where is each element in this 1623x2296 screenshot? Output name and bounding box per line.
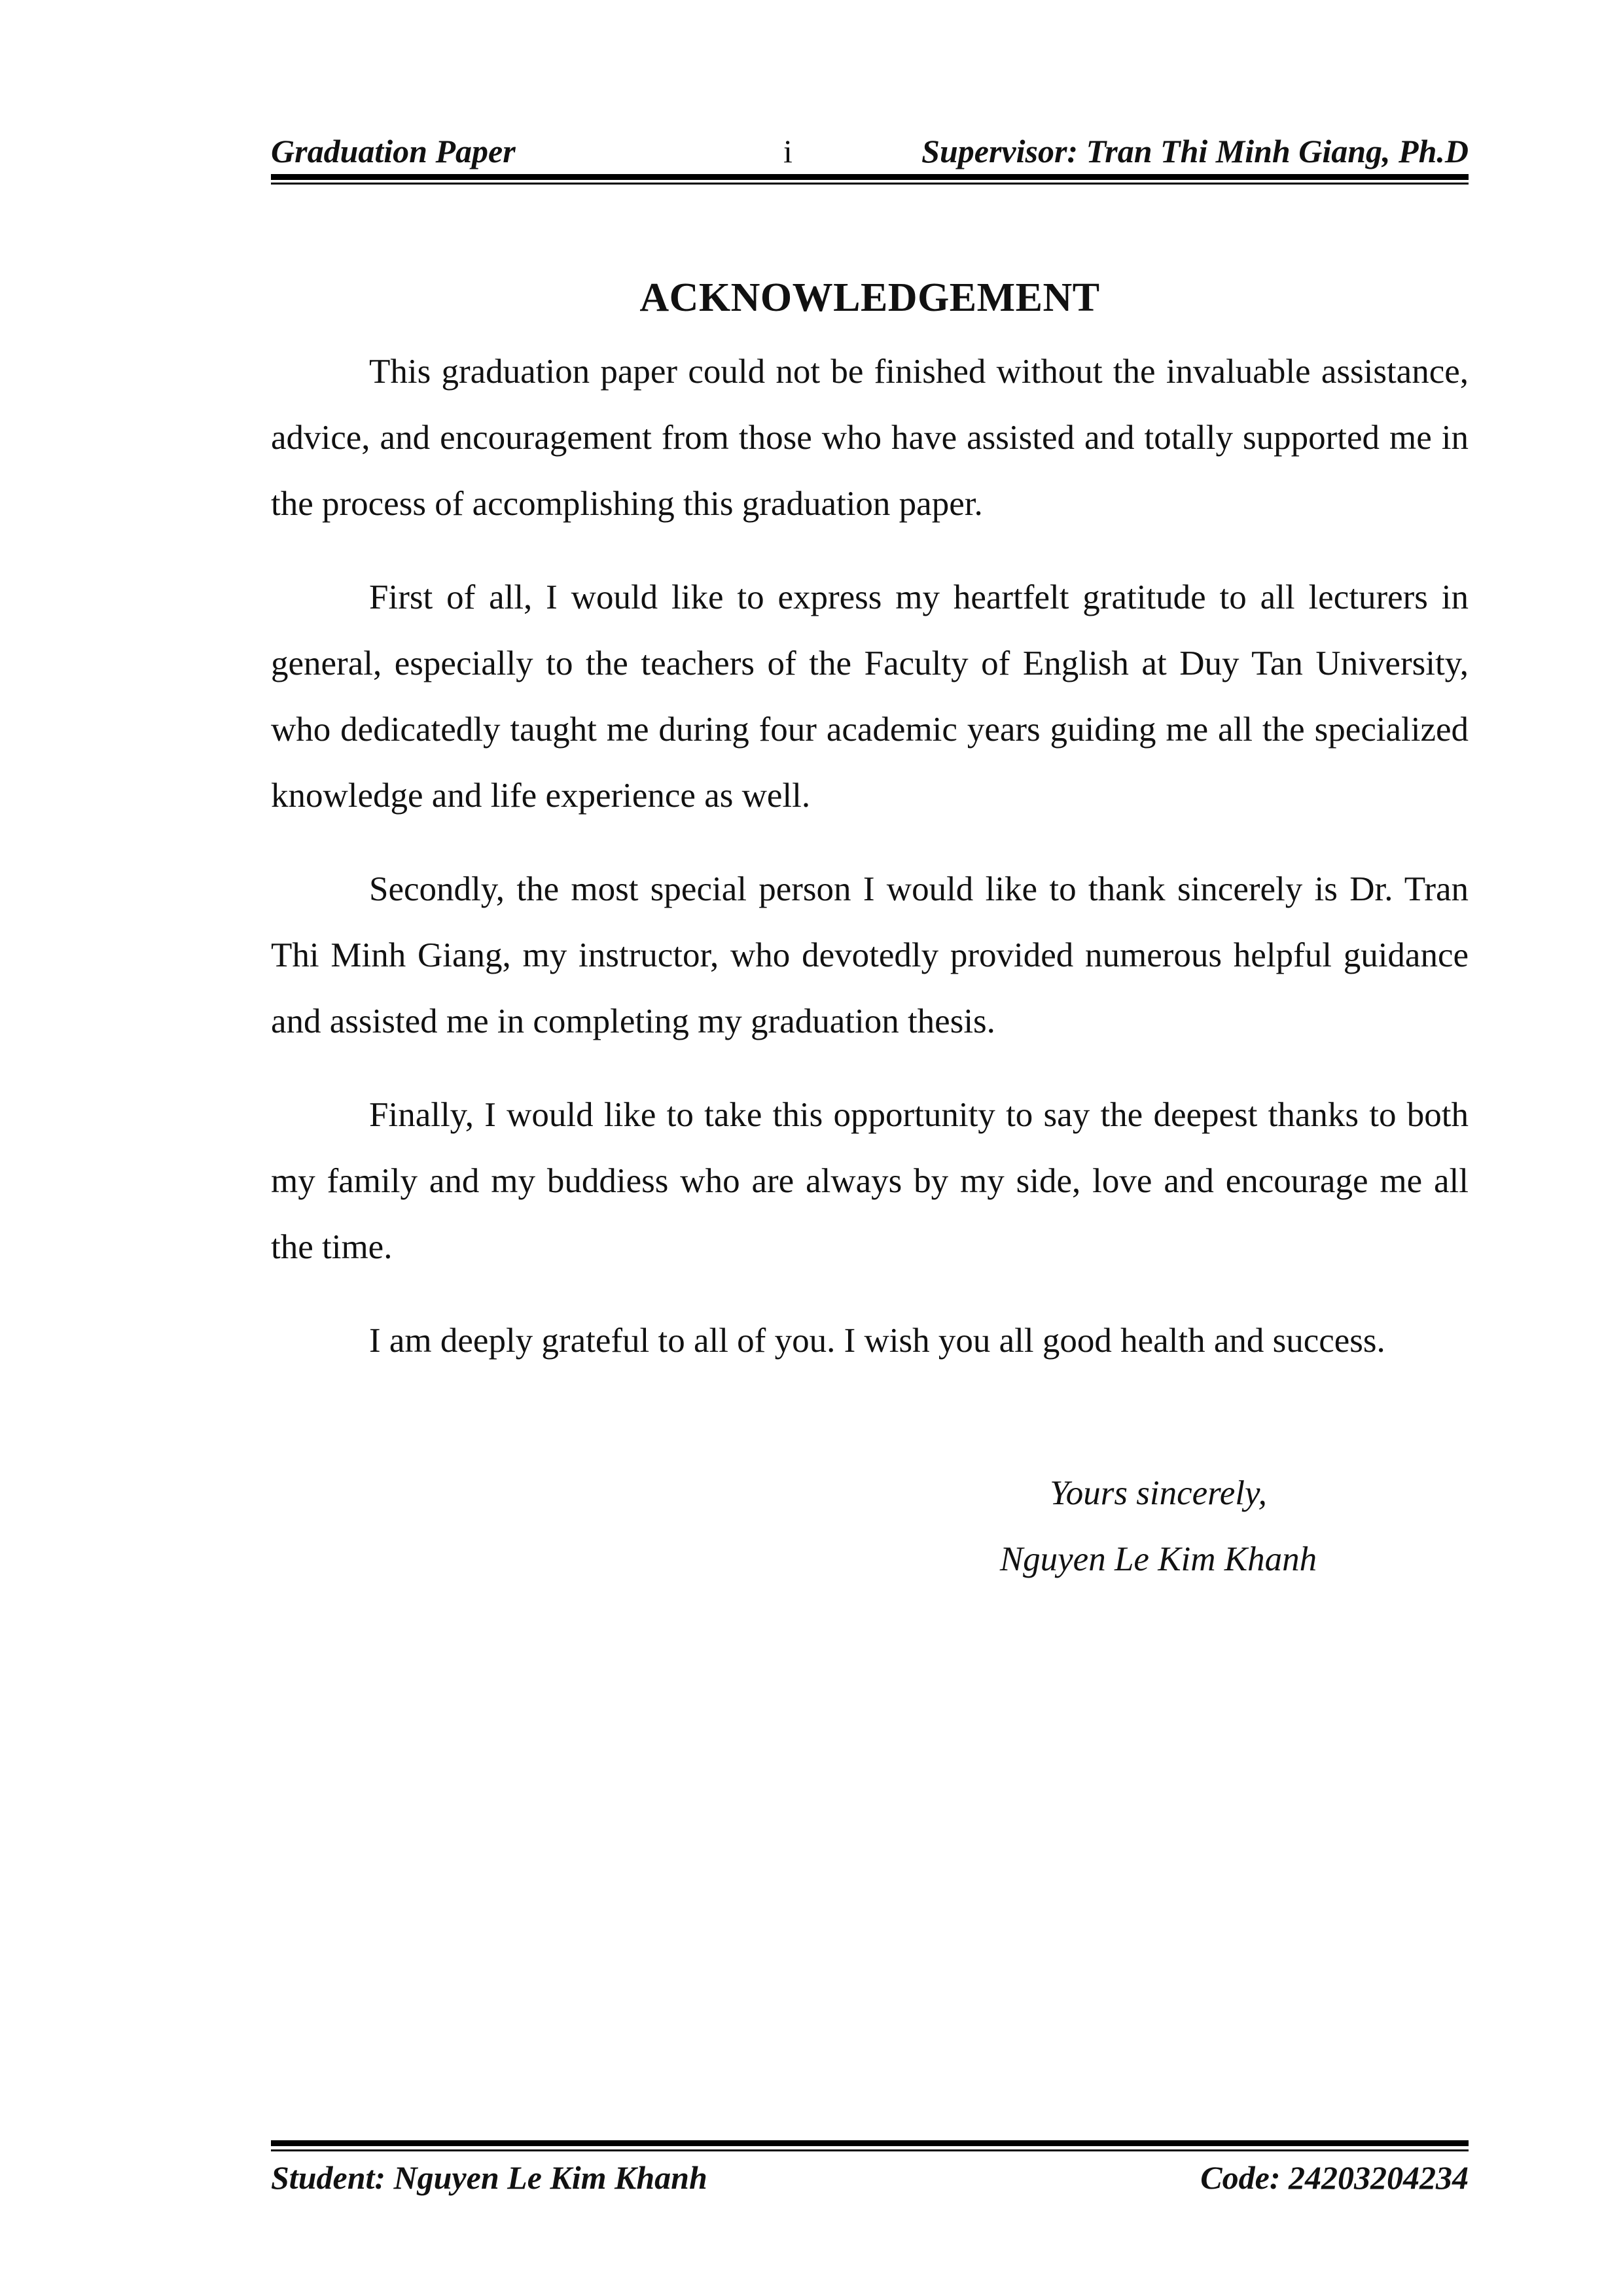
paragraph: First of all, I would like to express my heartfelt gratitude to all lecturers in general, especially to the teachers of the Faculty of English at Duy Tan University, who dedicatedly taught me during four academic years guiding me all the specialized knowledge and life experience as well. — [271, 578, 1469, 815]
page-footer — [271, 2154, 1469, 2201]
signature-name: Nguyen Le Kim Khanh — [999, 1540, 1317, 1578]
footer-rule-thick — [271, 2140, 1469, 2146]
paragraph: This graduation paper could not be finished without the invaluable assistance, advice, and encouragement from those who have assisted and totally supported me in the process of accomplishing this graduation paper. — [271, 353, 1469, 523]
acknowledgement-body — [271, 339, 1469, 1402]
header-rule-thin — [271, 183, 1469, 185]
header-page-number: i — [783, 133, 793, 169]
header-rule-thick — [271, 174, 1469, 180]
signature-closing: Yours sincerely, — [1050, 1474, 1267, 1512]
paragraph: Secondly, the most special person I would like to thank sincerely is Dr. Tran Thi Minh Giang, my instructor, who devotedly provided numerous helpful guidance and assisted me in completing my graduation thesis. — [271, 870, 1469, 1040]
header-supervisor: Supervisor: Tran Thi Minh Giang, Ph.D — [921, 133, 1469, 169]
footer-student: Student: Nguyen Le Kim Khanh — [271, 2159, 707, 2196]
footer-code: Code: 24203204234 — [1200, 2159, 1469, 2196]
footer-rule-thin — [271, 2149, 1469, 2151]
page-header — [271, 128, 1469, 174]
paragraph: Finally, I would like to take this opportunity to say the deepest thanks to both my family and my buddiess who are always by my side, love and encourage me all the time. — [271, 1096, 1469, 1266]
paragraph: I am deeply grateful to all of you. I wish you all good health and success. — [369, 1322, 1385, 1360]
signature-block — [955, 1460, 1361, 1593]
header-document-type: Graduation Paper — [271, 133, 516, 169]
page-title: ACKNOWLEDGEMENT — [639, 275, 1100, 320]
